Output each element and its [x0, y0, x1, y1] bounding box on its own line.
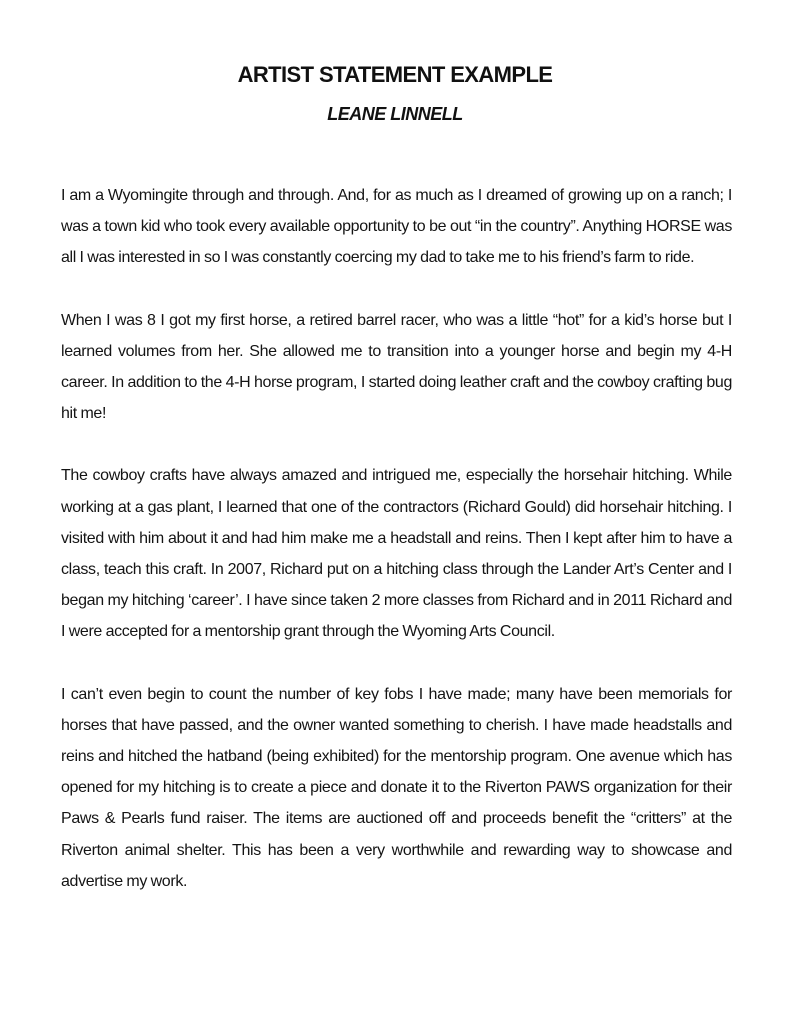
- author-name: LEANE LINNELL: [327, 104, 463, 124]
- paragraph-first-horse: When I was 8 I got my first horse, a retired barrel racer, who was a little “hot” for a kid’s horse but I learned volumes from her. She allowed me to transition into a younger horse and begin my 4-H career. In addition to the 4-H horse program, I started doing leather craft and the cowboy crafting bug hit me!: [61, 311, 732, 423]
- paragraph-intro: I am a Wyomingite through and through. And, for as much as I dreamed of growing up on a ranch; I was a town kid who took every available opportunity to be out “in the country”. Anything HORSE was all I was interested in so I was constantly coercing my dad to take me to his friend’s farm to ride.: [61, 187, 732, 267]
- paragraph-horsehair-hitching: The cowboy crafts have always amazed and intrigued me, especially the horsehair hitching. While working at a gas plant, I learned that one of the contractors (Richard Gould) did horsehair hitching. I visited with him about it and had him make me a headstall and reins. Then I kept after him to have a class, teach this craft. In 2007, Richard put on a hitching class through the Lander Art’s Center and I began my hitching ‘career’. I have since taken 2 more classes from Richard and in 2011 Richard and I were accepted for a mentorship grant through the Wyoming Arts Council.: [61, 467, 732, 641]
- paragraph-work-showcase: I can’t even begin to count the number of key fobs I have made; many have been memorials for horses that have passed, and the owner wanted something to cherish. I have made headstalls and reins and hitched the hatband (being exhibited) for the mentorship program. One avenue which has opened for my hitching is to create a piece and donate it to the Riverton PAWS organization for their Paws & Pearls fund raiser. The items are auctioned off and proceeds benefit the “critters” at the Riverton animal shelter. This has been a very worthwhile and rewarding way to showcase and advertise my work.: [61, 685, 732, 890]
- document-title: ARTIST STATEMENT EXAMPLE: [237, 62, 553, 87]
- statement-body: [61, 180, 732, 928]
